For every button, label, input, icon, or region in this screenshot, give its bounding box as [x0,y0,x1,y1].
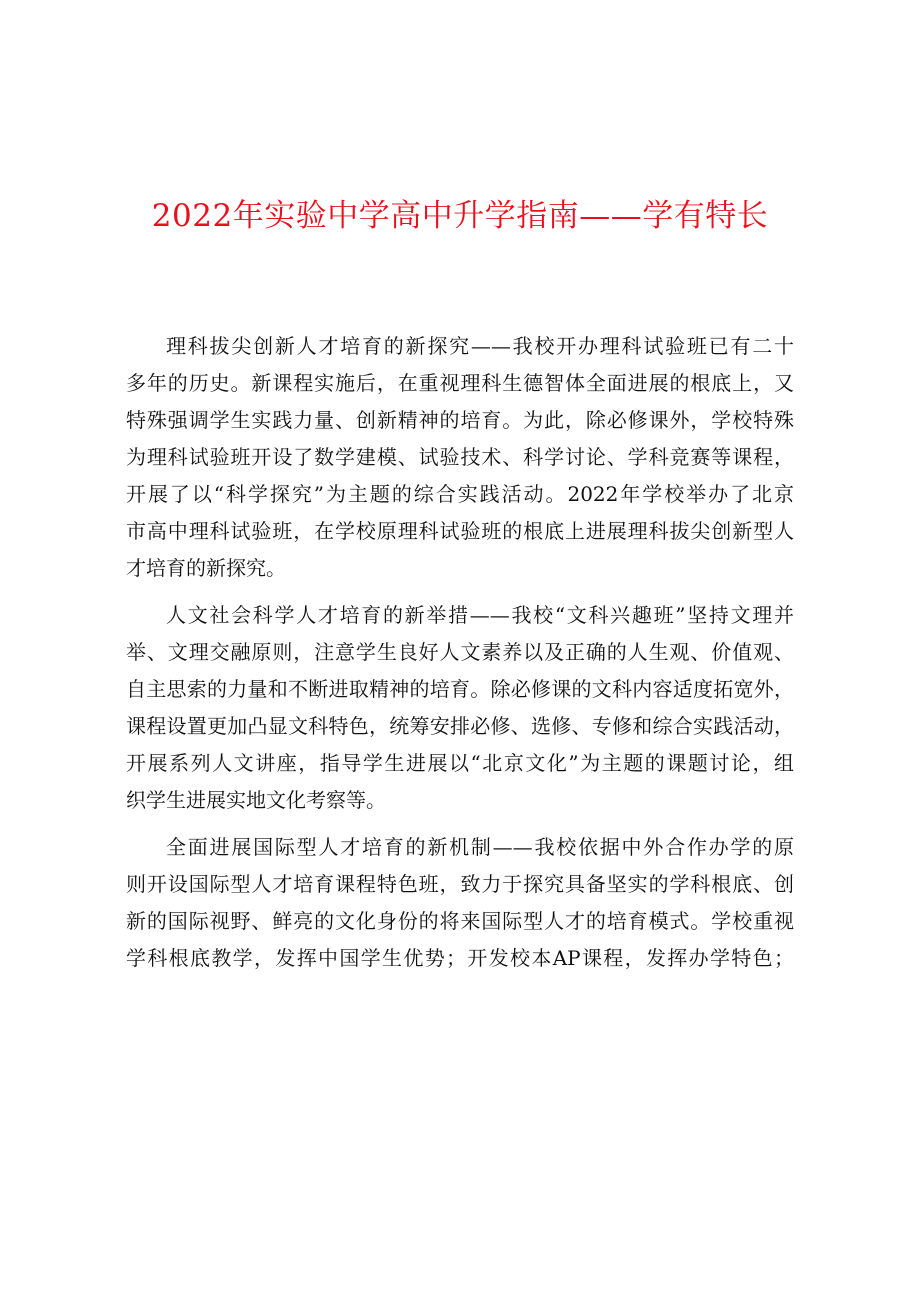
document-body [126,328,794,977]
paragraph-line: 则开设国际型人才培育课程特色班，致力于探究具备坚实的学科根底、创 [126,872,794,896]
paragraph [126,328,794,587]
paragraph-line: 人文社会科学人才培育的新举措——我校“文科兴趣班”坚持文理并 [166,603,794,627]
paragraph-line: 全面进展国际型人才培育的新机制——我校依据中外合作办学的原 [166,835,794,859]
paragraph [126,829,794,977]
paragraph-line: 新的国际视野、鲜亮的文化身份的将来国际型人才的培育模式。学校重视 [126,909,794,933]
paragraph-line: 理科拔尖创新人才培育的新探究——我校开办理科试验班已有二十 [166,334,794,358]
paragraph-line: 为理科试验班开设了数学建模、试验技术、科学讨论、学科竞赛等课程， [126,445,794,469]
paragraph-line: 课程设置更加凸显文科特色，统筹安排必修、选修、专修和综合实践活动， [126,714,794,738]
paragraph-line: 市高中理科试验班，在学校原理科试验班的根底上进展理科拔尖创新型人 [126,519,794,543]
paragraph [126,597,794,819]
paragraph-line: 特殊强调学生实践力量、创新精神的培育。为此，除必修课外，学校特殊 [126,408,794,432]
document-title: 2022年实验中学高中升学指南——学有特长 [151,198,769,234]
paragraph-line: 多年的历史。新课程实施后，在重视理科生德智体全面进展的根底上，又 [126,371,794,395]
paragraph-line: 自主思索的力量和不断进取精神的培育。除必修课的文科内容适度拓宽外， [126,677,794,701]
paragraph-line: 学科根底教学，发挥中国学生优势；开发校本AP课程，发挥办学特色； [126,946,794,970]
paragraph-line: 举、文理交融原则，注意学生良好人文素养以及正确的人生观、价值观、 [126,640,794,664]
paragraph-line: 织学生进展实地文化考察等。 [126,788,386,812]
paragraph-line: 开展系列人文讲座，指导学生进展以“北京文化”为主题的课题讨论，组 [126,751,794,775]
paragraph-line: 才培育的新探究。 [126,556,286,580]
paragraph-line: 开展了以“科学探究”为主题的综合实践活动。2022年学校举办了北京 [126,482,794,506]
